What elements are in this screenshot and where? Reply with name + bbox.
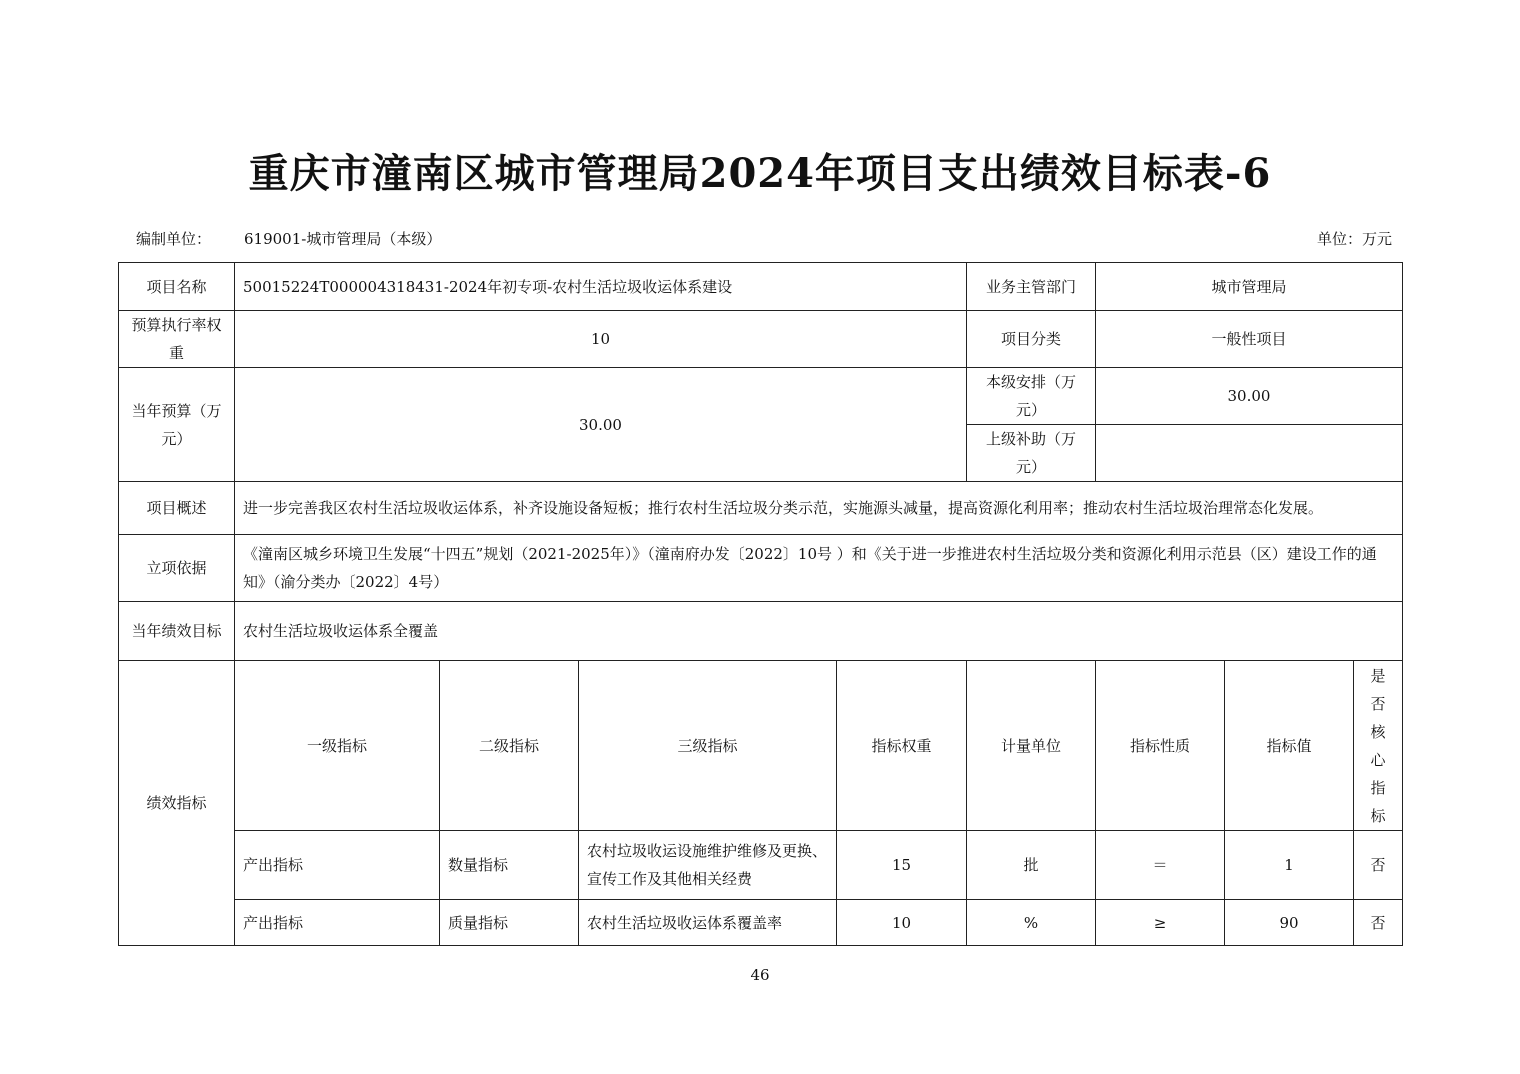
indicator-row [119, 831, 1403, 900]
budget-value: 30.00 [235, 368, 967, 482]
local-value: 30.00 [1096, 368, 1403, 425]
table-row [119, 263, 1403, 311]
exec-weight-label: 预算执行率权重 [119, 311, 235, 368]
currency-unit: 单位：万元 [1316, 230, 1392, 248]
upper-value [1096, 425, 1403, 482]
ind-level1: 产出指标 [235, 831, 440, 900]
dept-label: 业务主管部门 [967, 263, 1096, 311]
table-row [119, 482, 1403, 535]
ind-value: 90 [1225, 900, 1354, 946]
page-title: 重庆市潼南区城市管理局2024年项目支出绩效目标表-6 [248, 150, 1272, 197]
page-number: 46 [750, 966, 770, 984]
overview-value: 进一步完善我区农村生活垃圾收运体系，补齐设施设备短板；推行农村生活垃圾分类示范，实施源头减量，提高资源化利用率；推动农村生活垃圾治理常态化发展。 [235, 482, 1403, 535]
ind-weight: 10 [837, 900, 967, 946]
ind-core: 否 [1354, 900, 1403, 946]
ind-nature: ≥ [1096, 900, 1225, 946]
ind-nature: ＝ [1096, 831, 1225, 900]
ind-level2: 质量指标 [440, 900, 579, 946]
budget-label: 当年预算（万元） [119, 368, 235, 482]
ind-level3: 农村垃圾收运设施维护维修及更换、宣传工作及其他相关经费 [579, 831, 837, 900]
basis-label: 立项依据 [119, 535, 235, 602]
ind-weight: 15 [837, 831, 967, 900]
table-row [119, 535, 1403, 602]
header-nature: 指标性质 [1096, 661, 1225, 831]
ind-core: 否 [1354, 831, 1403, 900]
header-level3: 三级指标 [579, 661, 837, 831]
performance-table [118, 262, 1403, 946]
category-value: 一般性项目 [1096, 311, 1403, 368]
goal-label: 当年绩效目标 [119, 602, 235, 661]
header-weight: 指标权重 [837, 661, 967, 831]
project-name-label: 项目名称 [119, 263, 235, 311]
header-value: 指标值 [1225, 661, 1354, 831]
ind-unit: 批 [967, 831, 1096, 900]
goal-value: 农村生活垃圾收运体系全覆盖 [235, 602, 1403, 661]
local-label: 本级安排（万元） [967, 368, 1096, 425]
ind-level1: 产出指标 [235, 900, 440, 946]
ind-level3: 农村生活垃圾收运体系覆盖率 [579, 900, 837, 946]
overview-label: 项目概述 [119, 482, 235, 535]
ind-level2: 数量指标 [440, 831, 579, 900]
unit-value: 619001-城市管理局（本级） [244, 230, 442, 248]
unit-label: 编制单位： [136, 230, 212, 248]
indicator-header-row [119, 661, 1403, 831]
project-name-value: 50015224T000004318431-2024年初专项-农村生活垃圾收运体系建设 [235, 263, 967, 311]
table-row [119, 311, 1403, 368]
header-level1: 一级指标 [235, 661, 440, 831]
table-row [119, 368, 1403, 425]
header-level2: 二级指标 [440, 661, 579, 831]
perf-label: 绩效指标 [119, 661, 235, 946]
ind-unit: % [967, 900, 1096, 946]
dept-value: 城市管理局 [1096, 263, 1403, 311]
ind-value: 1 [1225, 831, 1354, 900]
basis-value: 《潼南区城乡环境卫生发展“十四五”规划（2021-2025年）》（潼南府办发〔2022〕10号 ）和《关于进一步推进农村生活垃圾分类和资源化利用示范县（区）建设工作的通知》（渝分类办〔2022〕4号） [235, 535, 1403, 602]
header-core: 是否核心指标 [1354, 661, 1403, 831]
category-label: 项目分类 [967, 311, 1096, 368]
upper-label: 上级补助（万元） [967, 425, 1096, 482]
table-row [119, 602, 1403, 661]
header-unit: 计量单位 [967, 661, 1096, 831]
indicator-row [119, 900, 1403, 946]
exec-weight-value: 10 [235, 311, 967, 368]
